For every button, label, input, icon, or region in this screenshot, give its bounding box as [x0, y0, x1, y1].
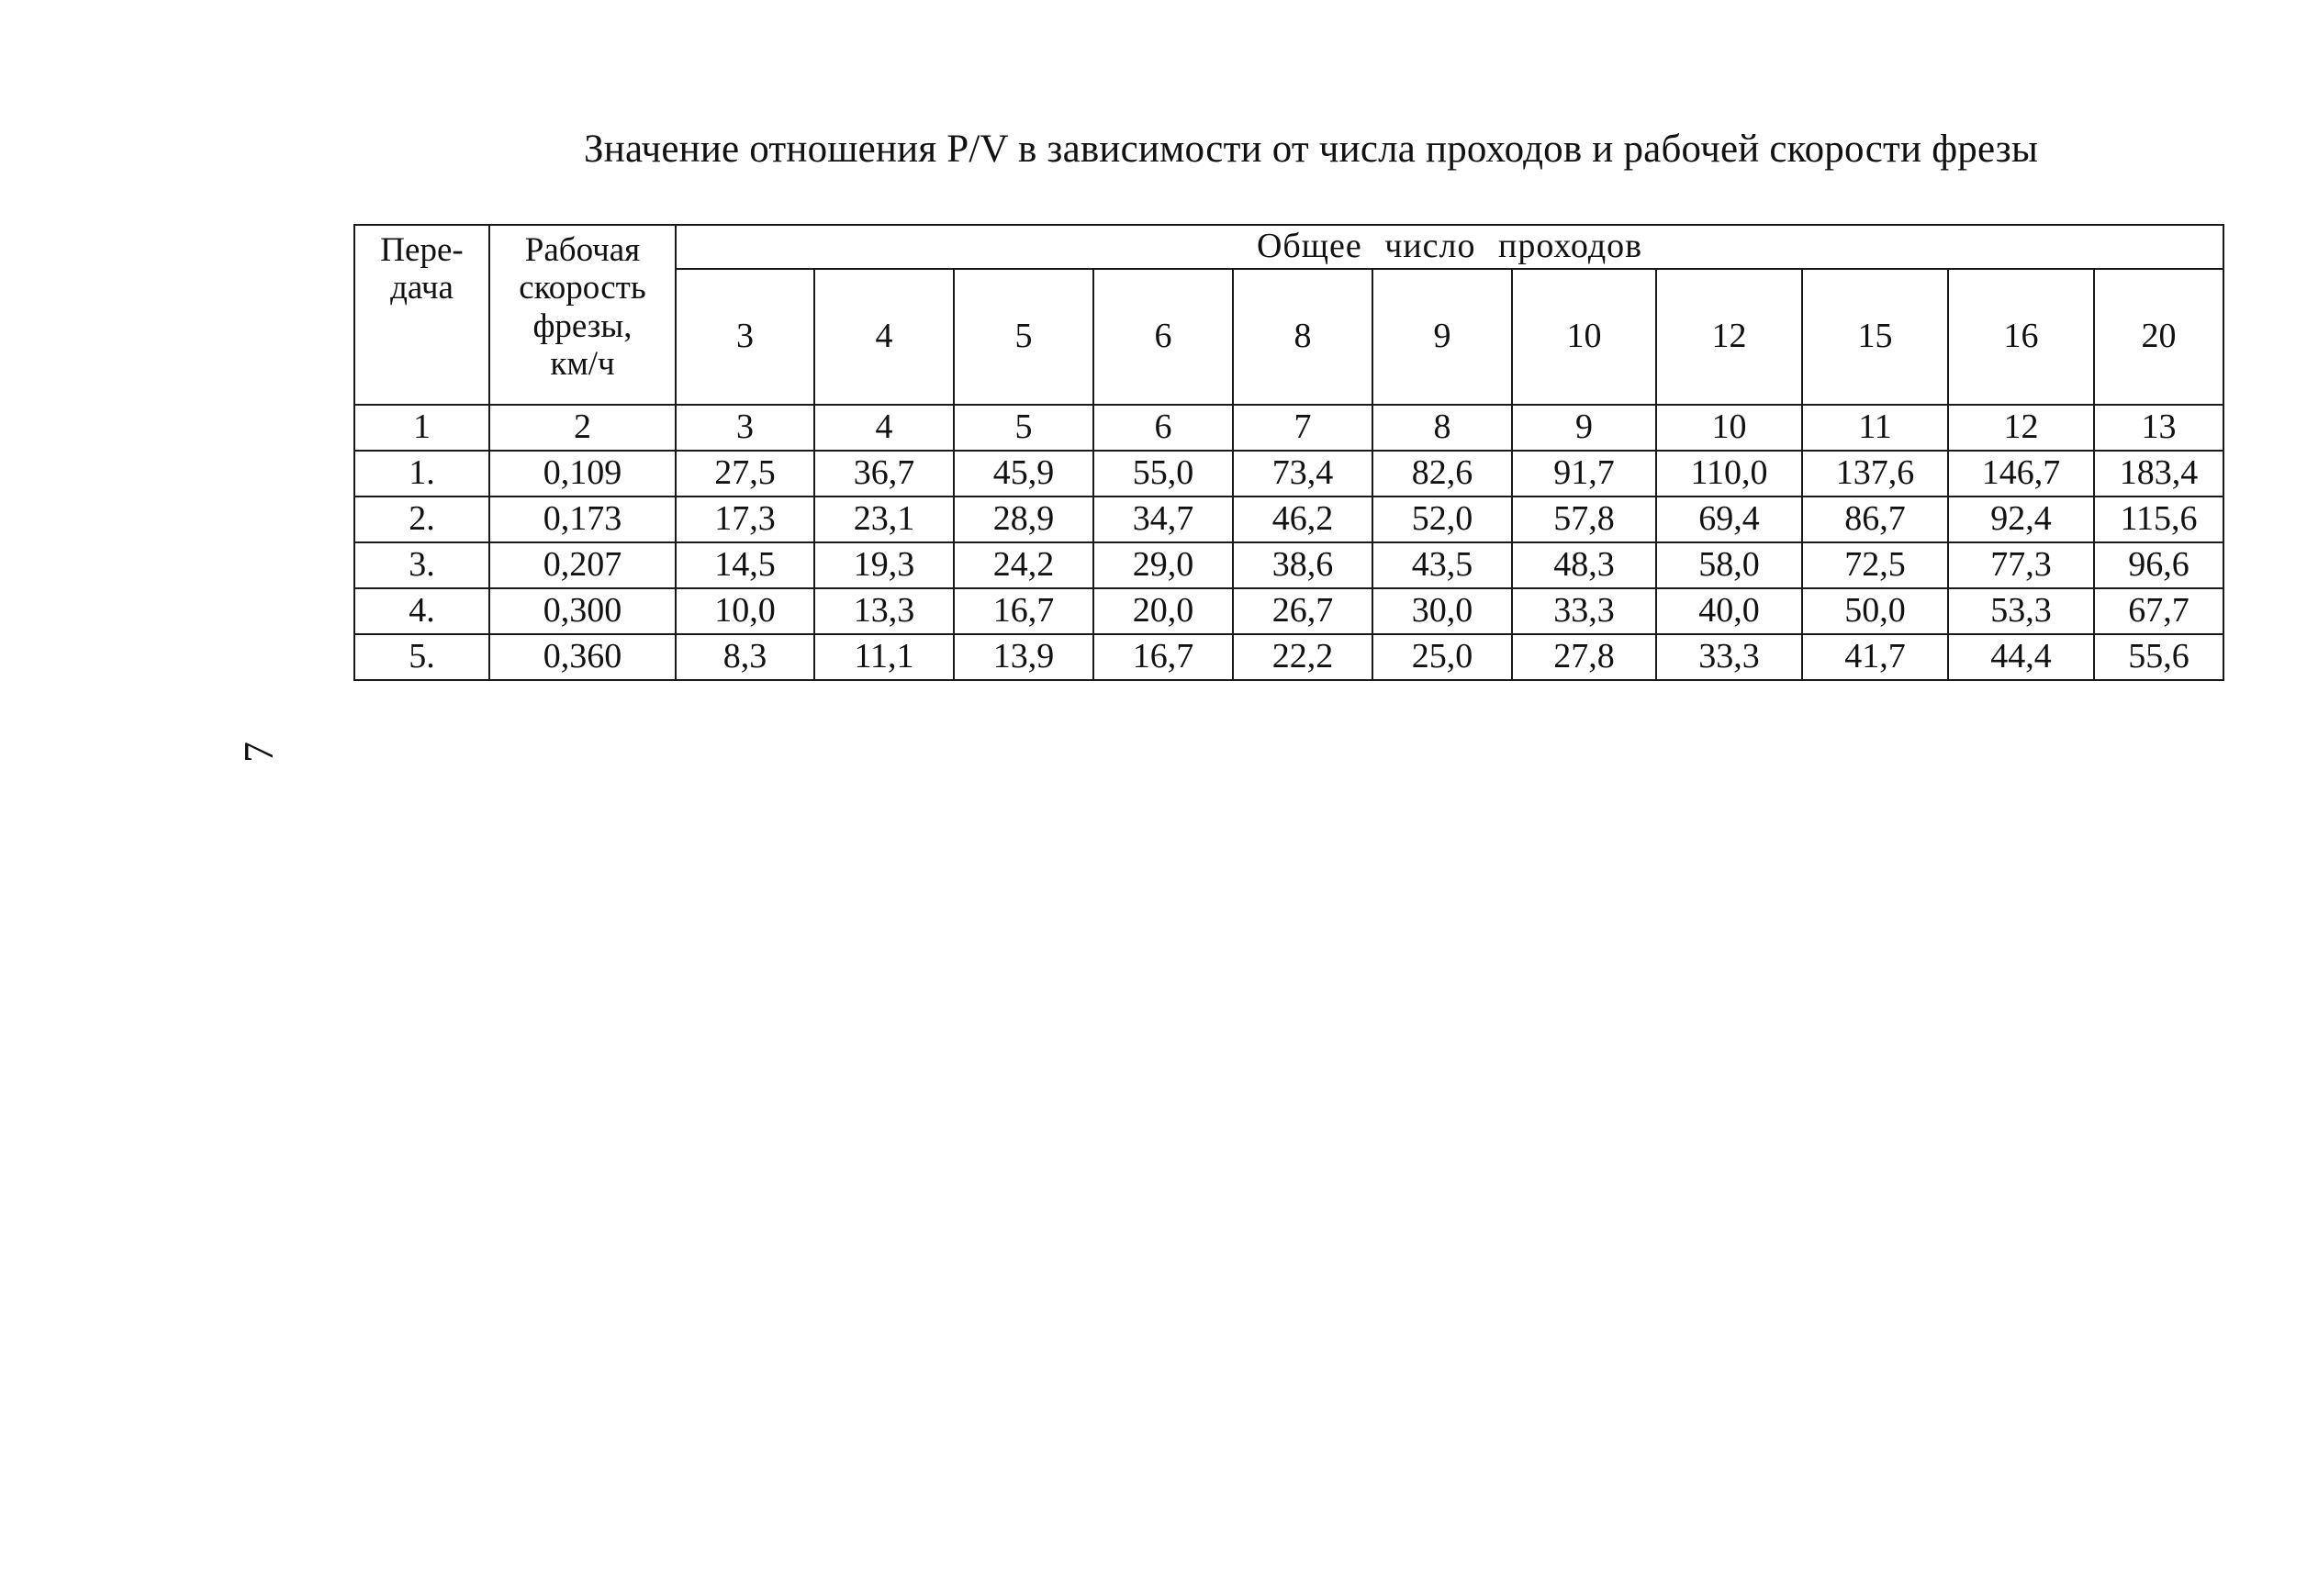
pv-value-cell: 183,4: [2094, 451, 2223, 497]
pass-count-header: 4: [814, 269, 954, 405]
pass-count-header: 16: [1948, 269, 2094, 405]
pv-value-cell: 33,3: [1512, 588, 1656, 634]
pv-value-cell: 69,4: [1656, 497, 1802, 542]
gear-cell: 1.: [354, 451, 489, 497]
table-row: [354, 497, 2223, 542]
pv-value-cell: 55,0: [1093, 451, 1233, 497]
pass-count-header: 6: [1093, 269, 1233, 405]
pv-value-cell: 27,5: [676, 451, 814, 497]
gear-header-text: Пере- дача: [380, 231, 464, 307]
pv-value-cell: 146,7: [1948, 451, 2094, 497]
pv-value-cell: 13,9: [954, 634, 1093, 680]
pv-value-cell: 20,0: [1093, 588, 1233, 634]
column-number-cell: 6: [1093, 405, 1233, 451]
pv-value-cell: 41,7: [1802, 634, 1948, 680]
pv-value-cell: 137,6: [1802, 451, 1948, 497]
pv-value-cell: 57,8: [1512, 497, 1656, 542]
speed-cell: 0,207: [489, 542, 676, 588]
pv-value-cell: 8,3: [676, 634, 814, 680]
gear-cell: 2.: [354, 497, 489, 542]
table-row: [354, 451, 2223, 497]
speed-header-text: Рабочая скорость фрезы, км/ч: [519, 231, 646, 384]
pass-count-header: 5: [954, 269, 1093, 405]
pv-value-cell: 92,4: [1948, 497, 2094, 542]
column-number-cell: 10: [1656, 405, 1802, 451]
pv-value-cell: 73,4: [1233, 451, 1372, 497]
pv-value-cell: 110,0: [1656, 451, 1802, 497]
pv-value-cell: 16,7: [954, 588, 1093, 634]
pv-value-cell: 26,7: [1233, 588, 1372, 634]
pv-value-cell: 115,6: [2094, 497, 2223, 542]
pass-count-header: 10: [1512, 269, 1656, 405]
pass-count-header: 9: [1372, 269, 1512, 405]
pv-value-cell: 72,5: [1802, 542, 1948, 588]
column-number-cell: 13: [2094, 405, 2223, 451]
speed-cell: 0,360: [489, 634, 676, 680]
pass-count-header: 20: [2094, 269, 2223, 405]
pv-value-cell: 28,9: [954, 497, 1093, 542]
pv-value-cell: 38,6: [1233, 542, 1372, 588]
pv-value-cell: 77,3: [1948, 542, 2094, 588]
pv-value-cell: 96,6: [2094, 542, 2223, 588]
pv-value-cell: 53,3: [1948, 588, 2094, 634]
speed-cell: 0,173: [489, 497, 676, 542]
pass-count-header: 12: [1656, 269, 1802, 405]
table-row: [354, 588, 2223, 634]
pv-value-cell: 44,4: [1948, 634, 2094, 680]
pv-value-cell: 17,3: [676, 497, 814, 542]
pv-value-cell: 48,3: [1512, 542, 1656, 588]
table-row: [354, 634, 2223, 680]
pv-value-cell: 23,1: [814, 497, 954, 542]
pv-value-cell: 24,2: [954, 542, 1093, 588]
pv-value-cell: 16,7: [1093, 634, 1233, 680]
pass-count-header: 15: [1802, 269, 1948, 405]
speed-cell: 0,300: [489, 588, 676, 634]
pv-value-cell: 19,3: [814, 542, 954, 588]
gear-cell: 3.: [354, 542, 489, 588]
pv-value-cell: 52,0: [1372, 497, 1512, 542]
speed-column-header: [489, 225, 676, 405]
column-number-cell: 4: [814, 405, 954, 451]
pv-value-cell: 55,6: [2094, 634, 2223, 680]
pv-value-cell: 27,8: [1512, 634, 1656, 680]
pv-value-cell: 67,7: [2094, 588, 2223, 634]
pv-value-cell: 50,0: [1802, 588, 1948, 634]
pv-value-cell: 40,0: [1656, 588, 1802, 634]
pv-value-cell: 45,9: [954, 451, 1093, 497]
column-number-cell: 3: [676, 405, 814, 451]
pv-value-cell: 30,0: [1372, 588, 1512, 634]
pass-count-header: 8: [1233, 269, 1372, 405]
column-numbers-row: [354, 405, 2223, 451]
pv-value-cell: 82,6: [1372, 451, 1512, 497]
pass-count-header: 3: [676, 269, 814, 405]
pv-value-cell: 25,0: [1372, 634, 1512, 680]
column-number-cell: 9: [1512, 405, 1656, 451]
column-number-cell: 1: [354, 405, 489, 451]
pv-value-cell: 86,7: [1802, 497, 1948, 542]
column-number-cell: 8: [1372, 405, 1512, 451]
column-number-cell: 2: [489, 405, 676, 451]
pv-value-cell: 29,0: [1093, 542, 1233, 588]
column-number-cell: 5: [954, 405, 1093, 451]
table-body: [354, 451, 2223, 680]
pv-value-cell: 11,1: [814, 634, 954, 680]
page-number: 7: [235, 742, 282, 763]
pv-value-cell: 13,3: [814, 588, 954, 634]
page-title: Значение отношения P/V в зависимости от числа проходов и рабочей скорости фрезы: [584, 128, 2039, 171]
header-row: [354, 225, 2223, 269]
pv-value-cell: 36,7: [814, 451, 954, 497]
pv-value-cell: 91,7: [1512, 451, 1656, 497]
gear-cell: 4.: [354, 588, 489, 634]
column-number-cell: 7: [1233, 405, 1372, 451]
pv-value-cell: 14,5: [676, 542, 814, 588]
gear-cell: 5.: [354, 634, 489, 680]
table-row: [354, 542, 2223, 588]
column-number-cell: 12: [1948, 405, 2094, 451]
column-number-cell: 11: [1802, 405, 1948, 451]
pv-value-cell: 33,3: [1656, 634, 1802, 680]
pv-ratio-table: [353, 224, 2224, 681]
passes-group-header: Общее число проходов: [676, 225, 2223, 269]
pv-value-cell: 22,2: [1233, 634, 1372, 680]
pv-value-cell: 46,2: [1233, 497, 1372, 542]
pv-value-cell: 34,7: [1093, 497, 1233, 542]
speed-cell: 0,109: [489, 451, 676, 497]
gear-column-header: [354, 225, 489, 405]
pv-value-cell: 10,0: [676, 588, 814, 634]
pv-value-cell: 43,5: [1372, 542, 1512, 588]
pv-value-cell: 58,0: [1656, 542, 1802, 588]
